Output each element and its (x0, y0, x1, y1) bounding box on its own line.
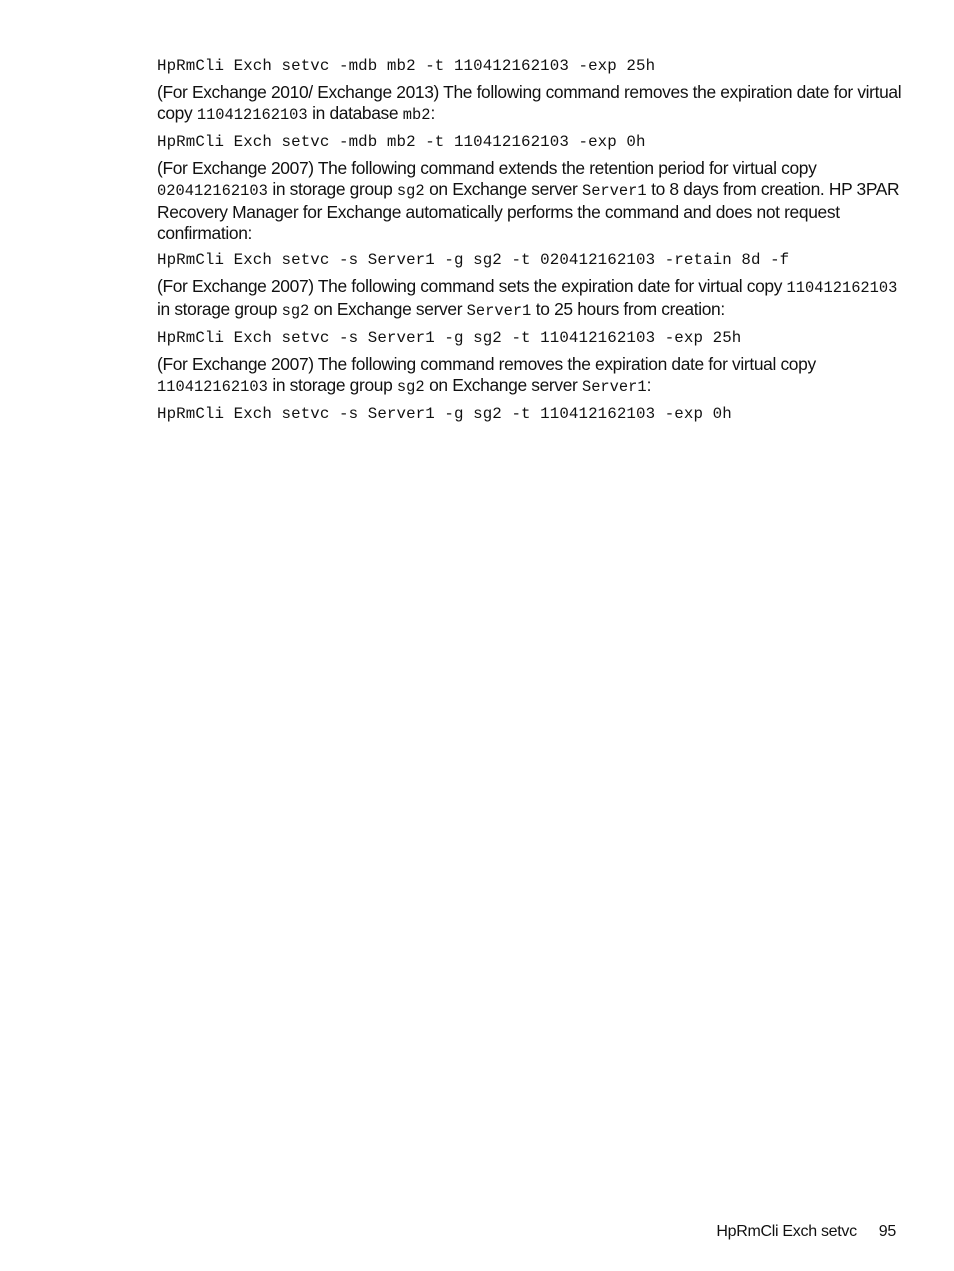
page-content (157, 56, 902, 430)
paragraph-1 (157, 82, 902, 126)
inline-code: mb2 (402, 106, 431, 124)
code-example-2: HpRmCli Exch setvc -mdb mb2 -t 110412162103 -exp 0h (157, 133, 646, 151)
inline-code: sg2 (281, 302, 310, 320)
paragraph-text: in storage group (267, 179, 397, 199)
inline-code: 110412162103 (157, 378, 268, 396)
code-example-1: HpRmCli Exch setvc -mdb mb2 -t 110412162103 -exp 25h (157, 57, 656, 75)
code-example-3: HpRmCli Exch setvc -s Server1 -g sg2 -t 020412162103 -retain 8d -f (157, 251, 790, 269)
code-example-4: HpRmCli Exch setvc -s Server1 -g sg2 -t 110412162103 -exp 25h (157, 329, 742, 347)
page-number: 95 (878, 1223, 896, 1240)
inline-code: Server1 (581, 182, 647, 200)
inline-code: sg2 (396, 182, 425, 200)
footer-section-title: HpRmCli Exch setvc (716, 1223, 857, 1240)
inline-code: sg2 (396, 378, 425, 396)
inline-code: 020412162103 (157, 182, 268, 200)
paragraph-text: in storage group (267, 375, 397, 395)
paragraph-text: on Exchange server (309, 299, 467, 319)
paragraph-text: (For Exchange 2010/ Exchange 2013) The following command removes the expiration date for virtual copy (157, 82, 902, 123)
paragraph-text: (For Exchange 2007) The following command removes the expiration date for virtual copy (157, 354, 816, 374)
inline-code: Server1 (466, 302, 532, 320)
paragraph-4 (157, 354, 902, 398)
paragraph-text: to 8 days from creation. HP 3PAR Recovery Manager for Exchange automatically performs the command and does not request confirmation: (157, 179, 900, 243)
paragraph-text: in storage group (157, 299, 282, 319)
paragraph-text: (For Exchange 2007) The following command sets the expiration date for virtual copy (157, 276, 787, 296)
paragraph-text: : (646, 375, 652, 395)
inline-code: 110412162103 (786, 279, 898, 297)
paragraph-text: (For Exchange 2007) The following command extends the retention period for virtual copy (157, 158, 817, 178)
inline-code: Server1 (581, 378, 647, 396)
paragraph-3 (157, 276, 902, 322)
paragraph-text: : (430, 103, 435, 123)
paragraph-text: in database (307, 103, 403, 123)
paragraph-text: on Exchange server (424, 179, 582, 199)
paragraph-text: to 25 hours from creation: (531, 299, 725, 319)
inline-code: 110412162103 (196, 106, 308, 124)
page-footer (716, 1222, 896, 1242)
code-example-5: HpRmCli Exch setvc -s Server1 -g sg2 -t 110412162103 -exp 0h (157, 405, 732, 423)
paragraph-text: on Exchange server (424, 375, 582, 395)
paragraph-2 (157, 158, 902, 244)
